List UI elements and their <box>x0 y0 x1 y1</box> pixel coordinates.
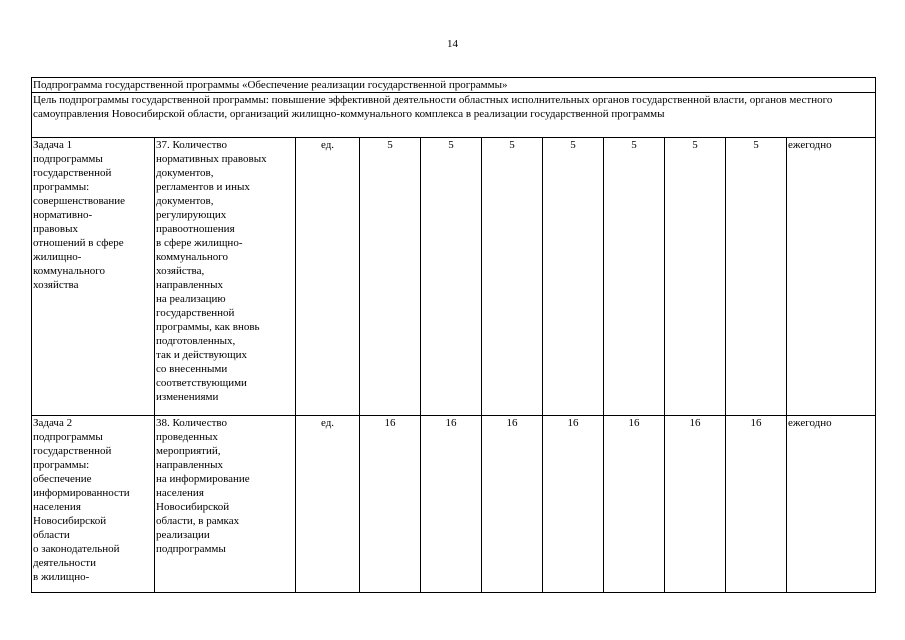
value-cell: 16 <box>482 416 543 593</box>
value-cell: 16 <box>604 416 665 593</box>
task-cell: Задача 1 подпрограммы государственной программы: совершенствование нормативно- правовых отношений в сфере жилищно- коммунального хозяйства <box>32 138 155 416</box>
task-cell: Задача 2 подпрограммы государственной программы: обеспечение информированности населения Новосибирской области о законодательной деятельности в жилищно- <box>32 416 155 593</box>
value-cell: 5 <box>665 138 726 416</box>
note-cell: ежегодно <box>787 416 876 593</box>
subprogram-title-row <box>32 78 876 93</box>
unit-cell: ед. <box>296 138 360 416</box>
table-row <box>32 138 876 416</box>
value-cell: 16 <box>665 416 726 593</box>
value-cell: 5 <box>421 138 482 416</box>
table-row <box>32 416 876 593</box>
subprogram-goal: Цель подпрограммы государственной программы: повышение эффективной деятельности областных исполнительных органов государственной власти, органов местного самоуправления Новосибирской области, организаций жилищно-коммунального комплекса в реализации государственной программы <box>32 93 876 138</box>
unit-cell: ед. <box>296 416 360 593</box>
indicator-cell: 37. Количество нормативных правовых документов, регламентов и иных документов, регулирующих правоотношения в сфере жилищно- коммунального хозяйства, направленных на реализацию государственной программы, как вновь подготовленных, так и действующих со внесенными соответствующими изменениями <box>155 138 296 416</box>
value-cell: 16 <box>421 416 482 593</box>
value-cell: 5 <box>726 138 787 416</box>
page-number: 14 <box>447 38 458 50</box>
value-cell: 5 <box>604 138 665 416</box>
goal-row <box>32 93 876 138</box>
value-cell: 16 <box>360 416 421 593</box>
value-cell: 5 <box>543 138 604 416</box>
value-cell: 5 <box>360 138 421 416</box>
value-cell: 5 <box>482 138 543 416</box>
indicator-cell: 38. Количество проведенных мероприятий, направленных на информирование населения Новосибирской области, в рамках реализации подпрограммы <box>155 416 296 593</box>
value-cell: 16 <box>543 416 604 593</box>
value-cell: 16 <box>726 416 787 593</box>
subprogram-title: Подпрограмма государственной программы «Обеспечение реализации государственной программы» <box>32 78 876 93</box>
indicators-table <box>31 77 876 593</box>
note-cell: ежегодно <box>787 138 876 416</box>
